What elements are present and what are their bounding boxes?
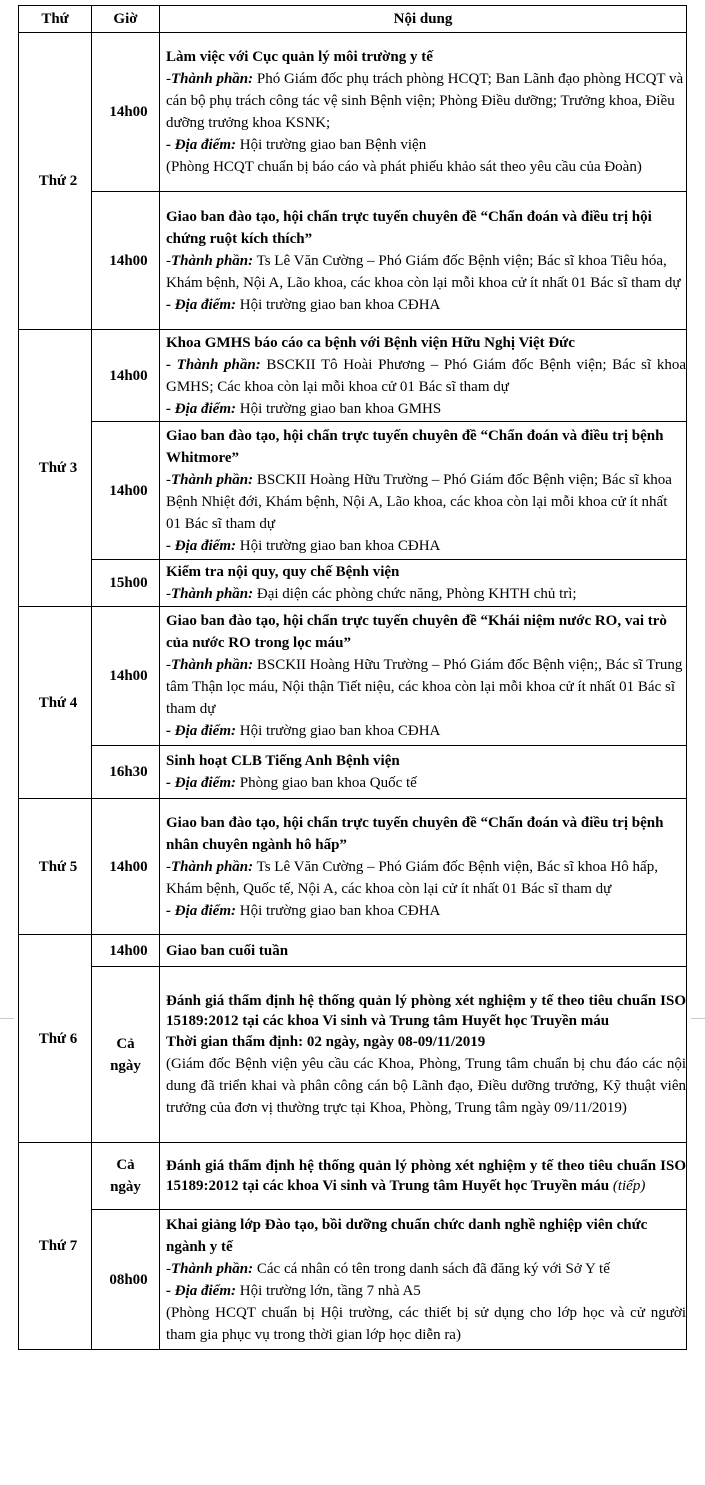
event-title: Kiểm tra nội quy, quy chế Bệnh viện: [166, 564, 400, 580]
time-cell: 14h00: [92, 330, 160, 422]
participants-text: Ts Lê Văn Cường – Phó Giám đốc Bệnh viện, Bác sĩ khoa Hô hấp, Khám bệnh, Quốc tế, Nội A, các khoa còn lại cử ít nhất 01 Bác sĩ tham dự: [166, 858, 658, 897]
table-row: [19, 192, 687, 330]
participants-text: BSCKII Hoàng Hữu Trường – Phó Giám đốc Bệnh viện; Bác sĩ khoa Bệnh Nhiệt đới, Khám bệnh, Nội A, Lão khoa, các khoa còn lại mỗi khoa cử ít nhất 01 Bác sĩ tham dự: [166, 471, 672, 532]
participants-label: Thành phần:: [171, 252, 254, 269]
event-title: Giao ban đào tạo, hội chẩn trực tuyến chuyên đề “Khái niệm nước RO, vai trò của nước RO trong lọc máu”: [166, 613, 667, 651]
event-title: Khoa GMHS báo cáo ca bệnh với Bệnh viện Hữu Nghị Việt Đức: [166, 334, 575, 351]
location-text: Hội trường giao ban Bệnh viện: [239, 137, 427, 153]
schedule-table: [18, 5, 687, 1350]
location-text: Hội trường giao ban khoa CĐHA: [239, 296, 441, 313]
table-row: [19, 422, 687, 560]
event-note: (Giám đốc Bệnh viện yêu cầu các Khoa, Phòng, Trung tâm chuẩn bị chu đáo các nội dung đã triển khai và phân công cán bộ Lãnh đạo, Điều dưỡng trưởng, Kỹ thuật viên trưởng của đơn vị thường trực tại Khoa, Phòng, Trung tâm ngày 09/11/2019): [166, 1055, 686, 1116]
content-cell: Làm việc với Cục quản lý môi trường y tế -Thành phần: Phó Giám đốc phụ trách phòng HCQT; Ban Lãnh đạo phòng HCQT và cán bộ phụ trách công tác vệ sinh Bệnh viện; Phòng Điều dưỡng; Trưởng khoa, Điều dưỡng trưởng khoa KSNK; - Địa điểm: Hội trường giao ban Bệnh viện (Phòng HCQT chuẩn bị báo cáo và phát phiếu khảo sát theo yêu cầu của Đoàn): [160, 33, 687, 192]
participants-text: BSCKII Tô Hoài Phương – Phó Giám đốc Bệnh viện; Bác sĩ khoa GMHS; Các khoa còn lại mỗi khoa cử 01 Bác sĩ tham dự: [166, 356, 687, 395]
event-title: Giao ban đào tạo, hội chẩn trực tuyến chuyên đề “Chẩn đoán và điều trị bệnh Whitmore”: [166, 427, 664, 466]
event-note: (Phòng HCQT chuẩn bị Hội trường, các thiết bị sử dụng cho lớp học và cử người tham gia phục vụ trong thời gian lớp học diễn ra): [166, 1304, 686, 1343]
event-title: Đánh giá thẩm định hệ thống quản lý phòng xét nghiệm y tế theo tiêu chuẩn ISO 15189:2012 tại các khoa Vi sinh và Trung tâm Huyết học Truyền máu: [166, 992, 686, 1029]
location-text: Hội trường giao ban khoa CĐHA: [239, 537, 441, 554]
event-title: Sinh hoạt CLB Tiếng Anh Bệnh viện: [166, 753, 400, 769]
time-cell: Cả ngày: [92, 967, 160, 1143]
location-label: Địa điểm:: [174, 1282, 236, 1299]
location-label: Địa điểm:: [174, 296, 236, 313]
event-title: Khai giảng lớp Đào tạo, bồi dưỡng chuẩn chức danh nghề nghiệp viên chức ngành y tế: [166, 1216, 648, 1255]
table-row: [19, 330, 687, 422]
location-label: Địa điểm:: [174, 902, 236, 919]
event-title: Giao ban đào tạo, hội chẩn trực tuyến chuyên đề “Chẩn đoán và điều trị hội chứng ruột kích thích”: [166, 208, 652, 247]
participants-text: Đại diện các phòng chức năng, Phòng KHTH chủ trì;: [256, 586, 577, 602]
page-edge-mark-right: [691, 1018, 705, 1019]
participants-label: Thành phần:: [171, 71, 254, 87]
event-subtitle: Thời gian thẩm định: 02 ngày, ngày 08-09/11/2019: [166, 1033, 486, 1050]
table-row: [19, 967, 687, 1143]
content-cell: Khoa GMHS báo cáo ca bệnh với Bệnh viện Hữu Nghị Việt Đức - Thành phần: BSCKII Tô Hoài Phương – Phó Giám đốc Bệnh viện; Bác sĩ khoa GMHS; Các khoa còn lại mỗi khoa cử 01 Bác sĩ tham dự - Địa điểm: Hội trường giao ban khoa GMHS: [160, 330, 687, 422]
location-label: Địa điểm:: [174, 537, 236, 554]
table-row: [19, 560, 687, 607]
location-label: Địa điểm:: [174, 723, 236, 739]
time-cell: 14h00: [92, 192, 160, 330]
table-header-row: [19, 6, 687, 33]
time-cell: 14h00: [92, 607, 160, 746]
table-row: [19, 799, 687, 935]
event-title-suffix: (tiếp): [612, 1178, 646, 1194]
time-cell: Cả ngày: [92, 1143, 160, 1210]
location-text: Hội trường giao ban khoa CĐHA: [239, 723, 441, 739]
participants-text: Ts Lê Văn Cường – Phó Giám đốc Bệnh viện; Bác sĩ khoa Tiêu hóa, Khám bệnh, Nội A, Lão khoa, các khoa còn lại mỗi khoa cử ít nhất 01 Bác sĩ tham dự: [166, 252, 681, 291]
time-cell: 14h00: [92, 799, 160, 935]
table-row: [19, 1210, 687, 1350]
location-text: Hội trường giao ban khoa CĐHA: [239, 902, 441, 919]
day-cell-tue: Thứ 3: [19, 330, 92, 607]
content-cell: Giao ban đào tạo, hội chẩn trực tuyến chuyên đề “Chẩn đoán và điều trị bệnh Whitmore” -Thành phần: BSCKII Hoàng Hữu Trường – Phó Giám đốc Bệnh viện; Bác sĩ khoa Bệnh Nhiệt đới, Khám bệnh, Nội A, Lão khoa, các khoa còn lại mỗi khoa cử ít nhất 01 Bác sĩ tham dự - Địa điểm: Hội trường giao ban khoa CĐHA: [160, 422, 687, 560]
content-cell: Sinh hoạt CLB Tiếng Anh Bệnh viện - Địa điểm: Phòng giao ban khoa Quốc tế: [160, 746, 687, 799]
day-cell-wed: Thứ 4: [19, 607, 92, 799]
table-row: [19, 746, 687, 799]
participants-label: Thành phần:: [171, 657, 254, 673]
content-cell: [160, 1143, 687, 1210]
event-title: Giao ban đào tạo, hội chẩn trực tuyến chuyên đề “Chẩn đoán và điều trị bệnh nhân chuyên ngành hô hấp”: [166, 814, 664, 853]
table-row: [19, 1143, 687, 1210]
header-day: Thứ: [19, 6, 92, 33]
time-cell: 14h00: [92, 935, 160, 967]
event-title: Làm việc với Cục quản lý môi trường y tế: [166, 49, 433, 65]
location-label: Địa điểm:: [174, 775, 236, 791]
event-title: Giao ban cuối tuần: [166, 942, 289, 959]
event-note: (Phòng HCQT chuẩn bị báo cáo và phát phiếu khảo sát theo yêu cầu của Đoàn): [166, 159, 642, 175]
location-label: Địa điểm:: [174, 400, 236, 417]
location-text: Hội trường lớn, tầng 7 nhà A5: [239, 1282, 421, 1299]
location-text: Phòng giao ban khoa Quốc tế: [239, 775, 417, 791]
day-cell-sat: Thứ 7: [19, 1143, 92, 1350]
day-cell-fri: Thứ 6: [19, 935, 92, 1143]
participants-label: Thành phần:: [176, 356, 261, 373]
table-row: [19, 33, 687, 192]
table-row: [19, 607, 687, 746]
location-text: Hội trường giao ban khoa GMHS: [239, 400, 442, 417]
content-cell: Khai giảng lớp Đào tạo, bồi dưỡng chuẩn chức danh nghề nghiệp viên chức ngành y tế -Thành phần: Các cá nhân có tên trong danh sách đã đăng ký với Sở Y tế - Địa điểm: Hội trường lớn, tầng 7 nhà A5 (Phòng HCQT chuẩn bị Hội trường, các thiết bị sử dụng cho lớp học và cử người tham gia phục vụ trong thời gian lớp học diễn ra): [160, 1210, 687, 1350]
location-label: Địa điểm:: [174, 137, 236, 153]
time-cell: 16h30: [92, 746, 160, 799]
participants-label: Thành phần:: [171, 858, 254, 875]
content-cell: Giao ban đào tạo, hội chẩn trực tuyến chuyên đề “Khái niệm nước RO, vai trò của nước RO trong lọc máu” -Thành phần: BSCKII Hoàng Hữu Trường – Phó Giám đốc Bệnh viện;, Bác sĩ Trung tâm Thận lọc máu, Nội thận Tiết niệu, các khoa còn lại mỗi khoa cử ít nhất 01 Bác sĩ tham dự - Địa điểm: Hội trường giao ban khoa CĐHA: [160, 607, 687, 746]
participants-text: Các cá nhân có tên trong danh sách đã đăng ký với Sở Y tế: [256, 1260, 610, 1277]
content-cell: Giao ban đào tạo, hội chẩn trực tuyến chuyên đề “Chẩn đoán và điều trị hội chứng ruột kích thích” -Thành phần: Ts Lê Văn Cường – Phó Giám đốc Bệnh viện; Bác sĩ khoa Tiêu hóa, Khám bệnh, Nội A, Lão khoa, các khoa còn lại mỗi khoa cử ít nhất 01 Bác sĩ tham dự - Địa điểm: Hội trường giao ban khoa CĐHA: [160, 192, 687, 330]
time-cell: 14h00: [92, 422, 160, 560]
participants-text: Phó Giám đốc phụ trách phòng HCQT; Ban Lãnh đạo phòng HCQT và cán bộ phụ trách công tác vệ sinh Bệnh viện; Phòng Điều dưỡng; Trưởng khoa, Điều dưỡng trưởng khoa KSNK;: [166, 71, 684, 131]
table-row: [19, 935, 687, 967]
day-cell-mon: Thứ 2: [19, 33, 92, 330]
time-cell: 08h00: [92, 1210, 160, 1350]
time-cell: 14h00: [92, 33, 160, 192]
event-title: Đánh giá thẩm định hệ thống quản lý phòng xét nghiệm y tế theo tiêu chuẩn ISO 15189:2012 tại các khoa Vi sinh và Trung tâm Huyết học Truyền máu: [166, 1158, 686, 1194]
time-cell: 15h00: [92, 560, 160, 607]
content-cell: [160, 935, 687, 967]
page-edge-mark-left: [0, 1018, 14, 1019]
participants-label: Thành phần:: [171, 471, 254, 488]
content-cell: Giao ban đào tạo, hội chẩn trực tuyến chuyên đề “Chẩn đoán và điều trị bệnh nhân chuyên ngành hô hấp” -Thành phần: Ts Lê Văn Cường – Phó Giám đốc Bệnh viện, Bác sĩ khoa Hô hấp, Khám bệnh, Quốc tế, Nội A, các khoa còn lại cử ít nhất 01 Bác sĩ tham dự - Địa điểm: Hội trường giao ban khoa CĐHA: [160, 799, 687, 935]
day-cell-thu: Thứ 5: [19, 799, 92, 935]
content-cell: [160, 967, 687, 1143]
content-cell: Kiểm tra nội quy, quy chế Bệnh viện -Thành phần: Đại diện các phòng chức năng, Phòng KHTH chủ trì;: [160, 560, 687, 607]
participants-label: Thành phần:: [171, 586, 254, 602]
participants-label: Thành phần:: [171, 1260, 254, 1277]
participants-text: BSCKII Hoàng Hữu Trường – Phó Giám đốc Bệnh viện;, Bác sĩ Trung tâm Thận lọc máu, Nội thận Tiết niệu, các khoa còn lại mỗi khoa cử ít nhất 01 Bác sĩ tham dự: [166, 657, 683, 717]
header-time: Giờ: [92, 6, 160, 33]
header-content: Nội dung: [160, 6, 687, 33]
